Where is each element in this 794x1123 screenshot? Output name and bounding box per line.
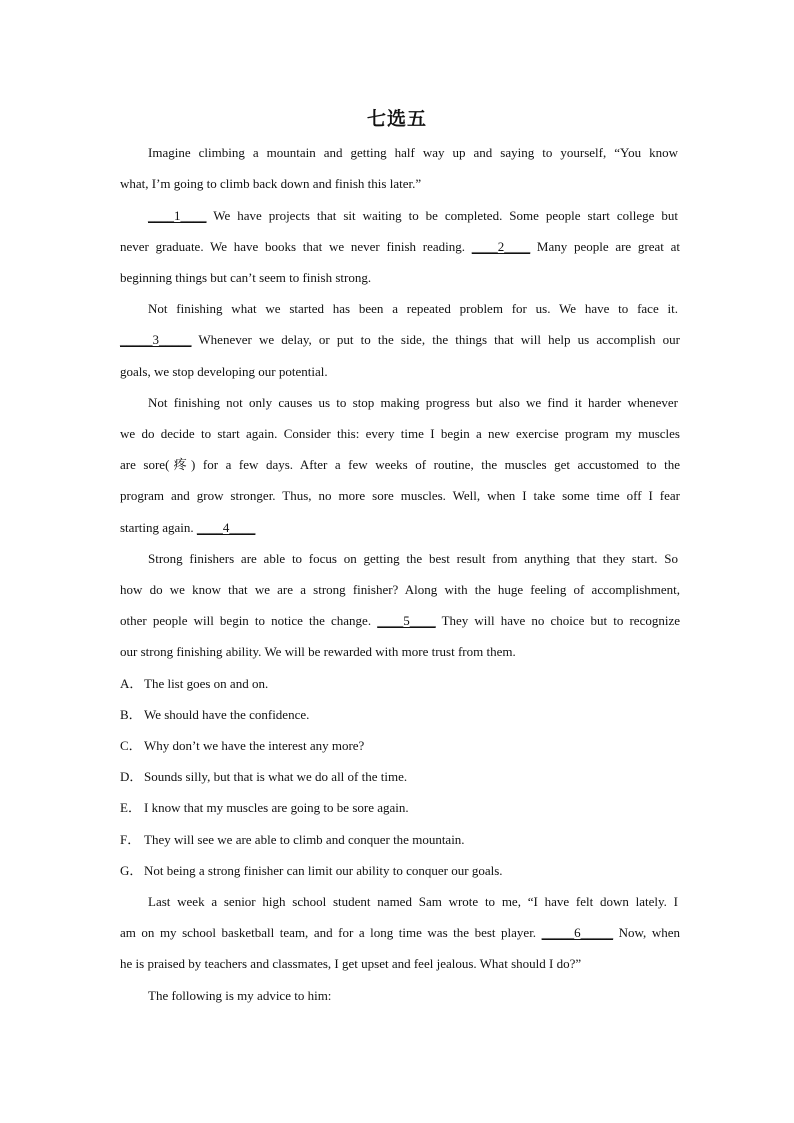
passage-2-line-1: Last week a senior high school student named Sam wrote to me, “I have felt down lately. I xyxy=(148,894,678,909)
blank-2[interactable]: ____2____ xyxy=(471,239,531,254)
blank-4[interactable]: ____4____ xyxy=(196,520,256,535)
paragraph-2-line-2-text-a: never graduate. We have books that we never finish reading. xyxy=(120,239,472,254)
blank-5[interactable]: ____5____ xyxy=(377,613,436,628)
option-letter: G． xyxy=(120,863,143,878)
paragraph-5-line-3-text-a: other people will begin to notice the change. xyxy=(120,613,378,628)
option-text: I know that my muscles are going to be sore again. xyxy=(144,800,409,815)
paragraph-5-line-3-text-b: They will have no choice but to recognize xyxy=(435,613,680,628)
option-letter: F． xyxy=(120,832,141,847)
paragraph-4-line-3: are sore(疼) for a few days. After a few weeks of routine, the muscles get accustomed to the xyxy=(120,457,680,472)
paragraph-2-line-2-text-b: Many people are great at xyxy=(530,239,680,254)
paragraph-5-line-3 xyxy=(120,612,680,630)
paragraph-2-line-2 xyxy=(120,238,680,256)
paragraph-4-line-1: Not finishing not only causes us to stop making progress but also we find it harder whenever xyxy=(148,395,678,410)
passage-2-line-2 xyxy=(120,924,680,942)
option-g[interactable] xyxy=(120,862,680,880)
option-c[interactable] xyxy=(120,737,680,755)
page-title: 七选五 xyxy=(366,109,427,130)
paragraph-4-line-4: program and grow stronger. Thus, no more sore muscles. Well, when I take some time off I fear xyxy=(120,488,680,503)
option-d[interactable] xyxy=(120,768,680,786)
passage-2-line-2-text-b: Now, when xyxy=(613,925,680,940)
option-a[interactable] xyxy=(120,675,680,693)
paragraph-2-line-1 xyxy=(148,207,678,225)
paragraph-5-line-1: Strong finishers are able to focus on getting the best result from anything that they start. So xyxy=(148,551,678,566)
blank-3[interactable]: _____3_____ xyxy=(120,332,192,347)
option-text: The list goes on and on. xyxy=(144,676,269,691)
blank-1[interactable]: ____1____ xyxy=(148,208,207,223)
option-text: Sounds silly, but that is what we do all of the time. xyxy=(144,769,408,784)
paragraph-1-line-1: Imagine climbing a mountain and getting half way up and saying to yourself, “You know xyxy=(148,145,678,160)
option-letter: A． xyxy=(120,676,143,691)
paragraph-3-line-3: goals, we stop developing our potential. xyxy=(120,364,328,379)
option-text: They will see we are able to climb and conquer the mountain. xyxy=(144,832,465,847)
paragraph-4-line-5-text: starting again. xyxy=(120,520,197,535)
option-f[interactable] xyxy=(120,831,680,849)
option-letter: E． xyxy=(120,800,141,815)
paragraph-5-line-2: how do we know that we are a strong finisher? Along with the huge feeling of accomplishment, xyxy=(120,582,680,597)
paragraph-2-line-3: beginning things but can’t seem to finish strong. xyxy=(120,270,372,285)
option-text: Not being a strong finisher can limit our ability to conquer our goals. xyxy=(144,863,503,878)
blank-6[interactable]: _____6_____ xyxy=(541,925,614,940)
paragraph-4-line-5 xyxy=(120,519,680,537)
passage-2-line-2-text-a: am on my school basketball team, and for a long time was the best player. xyxy=(120,925,542,940)
paragraph-4-line-2: we do decide to start again. Consider this: every time I begin a new exercise program my muscles xyxy=(120,426,680,441)
paragraph-3-line-2-text: Whenever we delay, or put to the side, the things that will help us accomplish our xyxy=(191,332,680,347)
option-b[interactable] xyxy=(120,706,680,724)
option-text: We should have the confidence. xyxy=(144,707,310,722)
paragraph-1-line-2: what, I’m going to climb back down and finish this later.” xyxy=(120,176,422,191)
paragraph-3-line-2 xyxy=(120,331,680,349)
paragraph-5-line-4: our strong finishing ability. We will be rewarded with more trust from them. xyxy=(120,644,516,659)
advice-intro: The following is my advice to him: xyxy=(148,988,332,1003)
option-e[interactable] xyxy=(120,799,680,817)
option-letter: B． xyxy=(120,707,142,722)
paragraph-2-line-1-text: We have projects that sit waiting to be completed. Some people start college but xyxy=(206,208,678,223)
option-text: Why don’t we have the interest any more? xyxy=(144,738,365,753)
passage-2-line-3: he is praised by teachers and classmates, I get upset and feel jealous. What should I do?” xyxy=(120,956,582,971)
paragraph-3-line-1: Not finishing what we started has been a repeated problem for us. We have to face it. xyxy=(148,301,678,316)
option-letter: C． xyxy=(120,738,142,753)
option-letter: D． xyxy=(120,769,143,784)
